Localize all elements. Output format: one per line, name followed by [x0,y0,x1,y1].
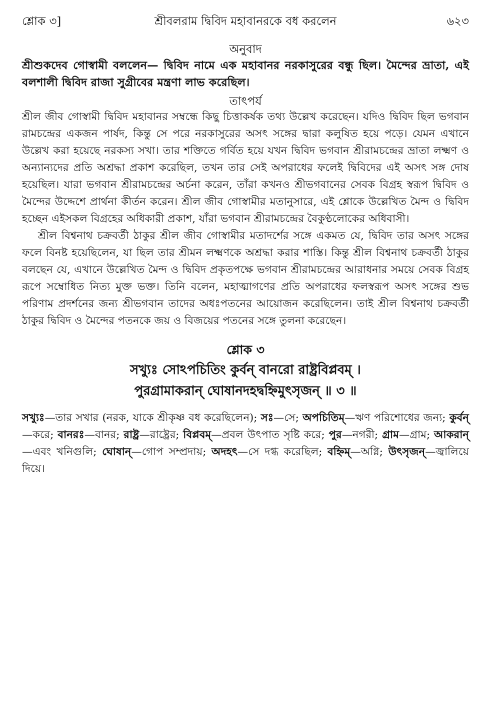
verse-title: শ্লোক ৩ [226,342,265,357]
anubad-heading: অনুবাদ [229,42,262,56]
synonym-meaning: —সে দগ্ধ করেছিল; [237,446,323,458]
header-chapter-title: শ্রীবলরাম দ্বিবিদ মহাবানরকে বধ করলেন [154,14,337,28]
synonym-meaning: —বানর; [84,429,120,441]
header-page-number: ৬২৩ [446,14,469,28]
synonym-entry [183,429,325,441]
synonym-word: ঘোষান্ [102,446,132,458]
synonym-word: অপচিতিম্ [302,412,345,424]
synonym-word: গ্রাম [382,429,399,441]
synonym-word: আকরান্ [433,429,469,441]
word-for-word-synonyms [22,410,469,478]
synonym-entry [261,412,299,424]
synonym-word: বহ্নিম্ [327,446,351,458]
synonym-word: রাষ্ট্র [123,429,140,441]
page-header [22,10,469,32]
verse-line-2: পুরগ্রামাকরান্ ঘোষানদহদ্বহ্নিমুৎসৃজন্ ॥ ৩ ॥ [134,384,357,399]
tatparya-paragraph-1: শ্রীল জীব গোস্বামী দ্বিবিদ মহাবানর সম্বন্ধে কিছু চিত্তাকর্ষক তথ্য উল্লেখ করেছেন। যদিও দ্বিবিদ ছিল ভগবান রামচন্দ্রের একজন পার্ষদ, কিন্তু সে পরে নরকাসুরের অসৎ সঙ্গের দ্বারা কলুষিত হয়ে পড়ে। যেমন এখানে উল্লেখ করা হয়েছে নরকস্য সখা। তার শক্তিতে গর্বিত হয়ে যখন দ্বিবিদ ভগবান শ্রীরামচন্দ্রের ভ্রাতা লক্ষ্মণ ও অন্যান্যদের প্রতি অশ্রদ্ধা প্রকাশ করেছিল, তখন তার সেই অপরাধের ফলেই দ্বিবিদের এই অসৎ সঙ্গ দোষ হয়েছিল। যারা ভগবান শ্রীরামচন্দ্রের অর্চনা করেন, তাঁরা কখনও শ্রীভগবানের সেবক বিগ্রহ স্বরূপ দ্বিবিদ ও মৈন্দের উদ্দেশে প্রার্থনা কীর্তন করেন। শ্রীল জীব গোস্বামীর মতানুসারে, এই শ্লোকে উল্লেখিত মৈন্দ ও দ্বিবিদ হচ্ছেন এইসকল বিগ্রহের অধিকারী প্রকাশ, যাঁরা ভগবান শ্রীরামচন্দ্রের বৈকুণ্ঠলোকের অধিবাসী। [22,111,469,225]
synonym-entry [58,429,120,441]
synonym-meaning: —ঋণ পরিশোধের জন্য; [344,412,446,424]
synonym-meaning: —প্রবল উৎপাত সৃষ্টি করে; [211,429,325,441]
synonym-entry [102,446,206,458]
header-verse-ref: শ্লোক ৩] [22,14,62,28]
synonym-meaning: —করে; [22,429,54,441]
synonym-word: উৎসৃজন্ [388,446,426,458]
synonym-word: পুর [328,429,342,441]
synonym-word: সখ্যুঃ [22,412,45,424]
synonym-meaning: —গোপ সম্প্রদায়; [131,446,207,458]
anubad-text: শ্রীশুকদেব গোস্বামী বললেন— দ্বিবিদ নামে এক মহাবানর নরকাসুরের বন্ধু ছিল। মৈন্দের ভ্রাতা, এই বলশালী দ্বিবিদ রাজা সুগ্রীবের মন্ত্রণা লাভ করেছিল। [22,58,469,89]
tatparya-heading: তাৎপর্য [229,94,262,108]
synonym-entry [124,429,180,441]
synonym-word: বানরঃ [57,429,85,441]
synonym-entry [328,446,383,458]
synonym-entry [329,429,378,441]
synonym-word: বিপ্লবম্ [183,429,212,441]
tatparya-paragraph-2: শ্রীল বিশ্বনাথ চক্রবর্তী ঠাকুর শ্রীল জীব গোস্বামীর মতাদর্শের সঙ্গে একমত যে, দ্বিবিদ তার অসৎ সঙ্গের ফলে বিনষ্ট হয়েছিলেন, যা ছিল তার শ্রীমন লক্ষ্মণকে অশ্রদ্ধা করার শাস্তি। কিন্তু শ্রীল বিশ্বনাথ চক্রবর্তী ঠাকুর বলছেন যে, এখানে উল্লেখিত মৈন্দ ও দ্বিবিদ প্রকৃতপক্ষে ভগবান শ্রীরামচন্দ্রের আরাধনার সময়ে সেবক বিগ্রহ রূপে সম্বোধিত নিত্য মুক্ত ভক্ত। তিনি বলেন, মহাত্মাগণের প্রতি অপরাধের ফলস্বরূপ অসৎ সঙ্গের শুভ পরিণাম প্রদর্শনের জন্য শ্রীভগবান তাদের অধঃপতনের আয়োজন করেছিলেন। তাই শ্রীল বিশ্বনাথ চক্রবর্তী ঠাকুর দ্বিবিদ ও মৈন্দের পতনকে জয় ও বিজয়ের পতনের সঙ্গে তুলনা করেছেন। [22,230,469,327]
synonym-meaning: —সে; [273,412,299,424]
synonym-entry [303,412,446,424]
synonym-word: কুর্বন্ [449,412,469,424]
synonym-meaning: —গ্রাম; [398,429,431,441]
synonym-meaning: —জ্বালিয়ে দিয়ে। [22,446,469,475]
synonym-entry [22,412,257,424]
synonym-word: অদহৎ [211,446,238,458]
synonym-meaning: —তার সখার (নরক, যাকে শ্রীকৃষ্ণ বধ করেছিলেন); [44,412,258,424]
synonym-entry [212,446,323,458]
synonym-meaning: —নগরী; [341,429,379,441]
tatparya-body [22,109,469,330]
synonym-meaning: —এবং খনিগুলি; [22,446,97,458]
synonym-meaning: —অগ্নি; [350,446,383,458]
synonym-entry [382,429,430,441]
synonym-word: সঃ [260,412,274,424]
verse-line-1: সখ্যুঃ সোঽপচিতিং কুর্বন্ বানরো রাষ্ট্রবিপ্লবম্ । [130,363,361,378]
synonym-meaning: —রাষ্ট্রের; [139,429,180,441]
